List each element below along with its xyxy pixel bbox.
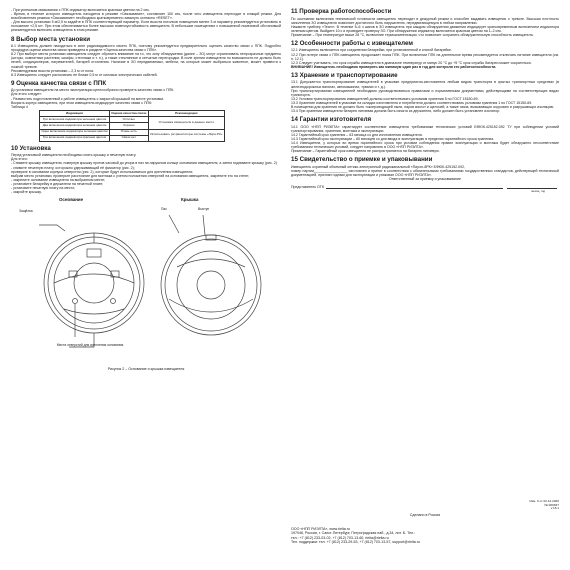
para-10-4: - снимите печатную плату, осторожно удерживающий её фиксатор (рис. 2); xyxy=(11,165,135,170)
made-in-russia: Сделано в России xyxy=(409,513,441,517)
para-10-8: - установите батарейку в держатели на печатной плате; xyxy=(11,181,104,186)
para-12-2: 12.2 При потере связи с ППК извещатель продолжает поиск ППК. При включении ППК на длительное время рекомендуется отключать питание извещателя (см. п. 12.1). xyxy=(291,52,559,61)
para-13-1: 13.1 Допускается транспортирование извещателей в упаковке предприятия-изготовителя любым видом транспорта в крытых транспортных средствах (в железнодорожных вагонах, автомашинах, трюмах и т. д.). xyxy=(291,80,559,89)
para-8-1: 8.1 Извещатель должен находиться в зоне радиовидимости своего ППК, поэтому рекомендуется предварительно оценить качество связи с ППК. Подробно процедура оценки качества связи приведена в разделе «Оценка качества связи с ППК». xyxy=(11,44,281,53)
para-10-7: - закрепите основание извещателя на выбранном месте; xyxy=(11,177,106,182)
table-cell: Отлично xyxy=(109,117,148,123)
table-header-cell: Индикация xyxy=(40,111,110,117)
company-name: ООО «НПП РИЭЛТА», www.rielta.ru xyxy=(291,527,350,531)
section-10-title: 10 Установка xyxy=(11,144,51,152)
para-10-2: Для этого: xyxy=(11,157,28,162)
para-15-2: номер партии_________________ изготовлен и принят в соответствии с обязательными требованиями государственных стандартов, действующей технической документацией, признан годным для эксплуатации и упакован ООО «НПП РИЭЛТА». xyxy=(291,168,559,178)
contact-line: 197046, Россия, г. Санкт-Петербург, Петроградская наб., д.34, лит. Б. Тел.: xyxy=(291,531,416,536)
revision-block xyxy=(291,500,559,511)
table-cell: Установка извещателя в данное место xyxy=(148,117,224,129)
para-left-1: - Время, в течение которого извещатель находится в режиме «Связывание», составляет 100 сек, после чего извещатель переходит в спящий режим. Для возобновления режима «Связывание» необходимо кратковременно замкнуть контакты «RESET». xyxy=(11,12,281,21)
para-10-10: - закройте крышку. xyxy=(11,190,42,195)
revision-line: Изм. 0 от 02.12.2020 xyxy=(529,499,559,503)
revision-line: № 000637 xyxy=(544,502,559,507)
para-left-2: - Для высоты установки 5 м/2,5 м задайте в ППК соответствующий параметр. Если высота потолков помещения менее 3 м параметр рекомендуется установить в положение «2,5 м». При этом обеспечивается более высокая помехоустойчивость извещателя. В небольших помещениях с повышенной помеховой обстановкой рекомендуется включить извещатель в этом режиме. xyxy=(11,20,281,33)
para-14-note: Примечание – Гарантийный срок извещателя не распространяется на батарею литиевую. xyxy=(291,149,440,154)
para-14-2: 14.2 Гарантийный срок хранения – 63 месяца со дня изготовления извещателя. xyxy=(291,132,423,137)
signature-row xyxy=(291,184,559,189)
contact-line: Тел. поддержки: тел. +7 (812) 233-29-53, +7 (812) 703-13-57, support@rielta.ru xyxy=(291,539,420,544)
table-cell: Использовать ретрансляторы системы «Лира-РК» xyxy=(148,129,224,141)
signal-quality-table xyxy=(39,110,225,141)
para-10-6: выбрав место установки, проверьте расстояние для монтажа с учетом положения отверстий на основании извещателя, закрепите его на стене; xyxy=(11,173,250,178)
figure-label-slot: Паз xyxy=(161,207,167,212)
para-10-1: Перед установкой извещателя необходимо снять крышку и печатную плату. xyxy=(11,153,137,158)
section-15-title: 15 Свидетельство о приемке и упаковывании xyxy=(291,156,433,164)
para-9-4: Вскрыть корпус извещателя, при этом извещатель индицирует качество связи с ППК: xyxy=(11,100,153,105)
para-14-3: 14.3 Гарантийный срок эксплуатации – 60 месяцев со дня ввода в эксплуатацию в пределах гарантийного срока хранения. xyxy=(291,136,495,141)
revision-line: v.15.1 xyxy=(550,506,559,511)
table-cell: Хорошо xyxy=(109,123,148,129)
para-12-3: 12.3 Следует учитывать, что срок службы извещателя в диапазоне температур от минус 20 °С до +5 °С срок службы батареи может сократиться. xyxy=(291,60,532,65)
para-8-2: 8.2 При выборе места установки извещателя следует обратить внимание на то, что зону обнаружения (далее – ЗО) могут ограничивать непрозрачные предметы (шторы, комнатные растения, шкафы, стеллажи и т. п.), а также стеклянные и сетчатые перегородки. В поле зрения извещателя по возможности не должно быть печей, кондиционеров, нагревателей, батарей отопления. Наличие в ЗО передвигаемых, мебели, на которые может выбраться животное, может привести к ложной тревоге. xyxy=(11,52,281,69)
section-14-title: 14 Гарантии изготовителя xyxy=(291,116,372,124)
right-column xyxy=(291,8,559,193)
para-15-1: Извещатель охранный объемный оптико-электронный радиоканальный «Пирон-8РК» БФЮК.425152.092, xyxy=(291,164,466,169)
para-15-3: Ответственный за приемку и упаковывание xyxy=(389,177,461,182)
para-10-5: проверьте в основании корпуса отверстия (рис. 2), которые будут использоваться для крепления извещателя; xyxy=(11,169,194,174)
warning-text: ВНИМАНИЕ! Извещатель необходимо проверять как минимум один раз в год для контроля его работоспособности. xyxy=(291,64,497,69)
cover-drawing xyxy=(151,207,271,357)
para-10-3: - Снимите крышку извещателя, повернув крышку против часовой до упора в паз на наружном кольце основания извещателя, а затем поднимите крышку (рис. 2) xyxy=(11,161,277,166)
para-14-1: 14.1 ООО «НПП РИЭЛТА» гарантирует соответствие извещателя требованиям технических условий БФЮК.425152.092 ТУ при соблюдении условий транспортирования, хранения, монтажа и эксплуатации. xyxy=(291,124,559,133)
para-9-3: - Разместить подготовленный к работе извещатель с закрытой крышкой на месте установки. xyxy=(11,96,165,101)
para-11-note: Примечание – При температуре выше 28 °С, включение термокомпенсации, что позволяет сохранить обнаружительную способность извещателя. xyxy=(291,32,534,37)
para-left-0: - При успешном связывании с ППК индикатор включается красным цветом на 2 сек. xyxy=(11,8,150,12)
para-13-2: При транспортировании извещателей необходимо руководствоваться правилами и нормативными документами, действующими на соответствующих видах транспорта. xyxy=(291,88,559,97)
figure-label-tab: Выступ xyxy=(198,207,210,212)
para-13-3: 13.2 Условия транспортирования извещателей должны соответствовать условиям хранения 5 по ГОСТ 15150-69. xyxy=(291,96,479,101)
figure-2-base-and-cover xyxy=(11,197,281,373)
para-12-1: 12.1 Извещатель включается при соединении батарейки, при установленной и снятой батарейке. xyxy=(291,48,452,53)
para-13-4: 13.3 Хранение извещателей в упаковке на складах изготовителя и потребителя должно соответствовать условиям хранения 1 по ГОСТ 15150-69. xyxy=(291,100,533,105)
figure-label-mount-holes: Места отверстий для крепления основания xyxy=(56,343,124,348)
para-11-1: По окончании включения технической готовности извещатель переходит в дежурный режим и способен выдавать извещения о тревоге. Высокая плотность заполнения ЗО извещателя позволяет достаточно быть нарушителю, передвигающемуся в любом направлении. xyxy=(291,16,559,25)
table-cell: Три включения индикатора зеленым цветом xyxy=(40,117,110,123)
para-9-2: Для этого следует: xyxy=(11,92,42,97)
signature-representative-label: Представитель ОТК xyxy=(291,185,325,190)
section-9-title: 9 Оценка качества связи с ППК xyxy=(11,79,107,87)
table-cell: Очень есть xyxy=(109,129,148,135)
figure-label-base: Основание xyxy=(59,197,84,203)
section-8-title: 8 Выбор места установки xyxy=(11,35,91,43)
table-cell: Два включения индикатора зеленым цветом xyxy=(40,123,110,129)
para-9-1: До установки извещателя на место эксплуатации целесообразно проверить качество связи с ППК. xyxy=(11,88,175,93)
section-11-title: 11 Проверка работоспособности xyxy=(291,8,392,15)
table-4-label: Таблица 4 xyxy=(11,104,28,109)
figure-label-latch: Защёлка xyxy=(19,209,33,214)
date-line-caption: месяц, год xyxy=(531,189,545,194)
table-header-cell: Оценка качества связи xyxy=(111,111,147,116)
table-cell: Одно включение индикатора зеленым цветом xyxy=(41,129,108,134)
section-12-title: 12 Особенности работы с извещателем xyxy=(291,39,413,47)
para-8-3: Рекомендуемая высота установки – 2,3 м от пола. xyxy=(11,68,94,73)
para-13-5: В помещении для хранения не должно быть токопроводящей пыли, паров кислот и щелочей, а также газов, вызывающих коррозию и разрушающих изоляцию. xyxy=(291,105,555,109)
figure-label-cover: Крышка xyxy=(181,197,199,203)
para-11-2: Нажмите тумблер «Tecm». В течение 5–6 ч шагов в ЗО извещатель при каждом обнаружении движения индицирует кратковременным включением индикатора зеленым цветом. Выйдите 10 с и проведите проверку ЗО. При обнаружении индикатор включается красным цветом на 1–2 сек. xyxy=(291,24,559,33)
contact-line: тел.: +7 (812) 233-03-02, +7 (812) 703-13-60, rielta@rielta.ru xyxy=(291,535,389,540)
section-13-title: 13 Хранение и транспортирование xyxy=(291,71,398,79)
base-drawing xyxy=(29,205,159,355)
signature-line xyxy=(326,184,503,189)
para-8-4: 8.3 Извещатель следует располагать не ближе 0,5 м от силовых электрических кабелей. xyxy=(11,72,158,77)
footer-contacts xyxy=(291,527,559,544)
figure-caption: Рисунок 2 – Основание и крышка извещателя xyxy=(107,367,185,372)
table-cell: Три включения индикатора красным цветом xyxy=(40,135,110,141)
left-column xyxy=(11,8,281,373)
para-13-6: 13.4 При хранении извещателя батарея литиевая должна быть изъята из держателя, либо должен быть установлен изолятор. xyxy=(291,109,501,114)
table-header-cell: Рекомендации xyxy=(148,111,224,117)
table-cell: Связи нет xyxy=(109,135,148,141)
para-14-4: 14.4 Извещатели, у которых во время гарантийного срока при условии соблюдения правил эксплуатации и монтажа будет обнаружено несоответствие требованиям технических условий, следует направлять в ООО «НПП РИЭЛТА». xyxy=(291,141,559,150)
para-10-9: - установите печатную плату на место; xyxy=(11,186,76,190)
